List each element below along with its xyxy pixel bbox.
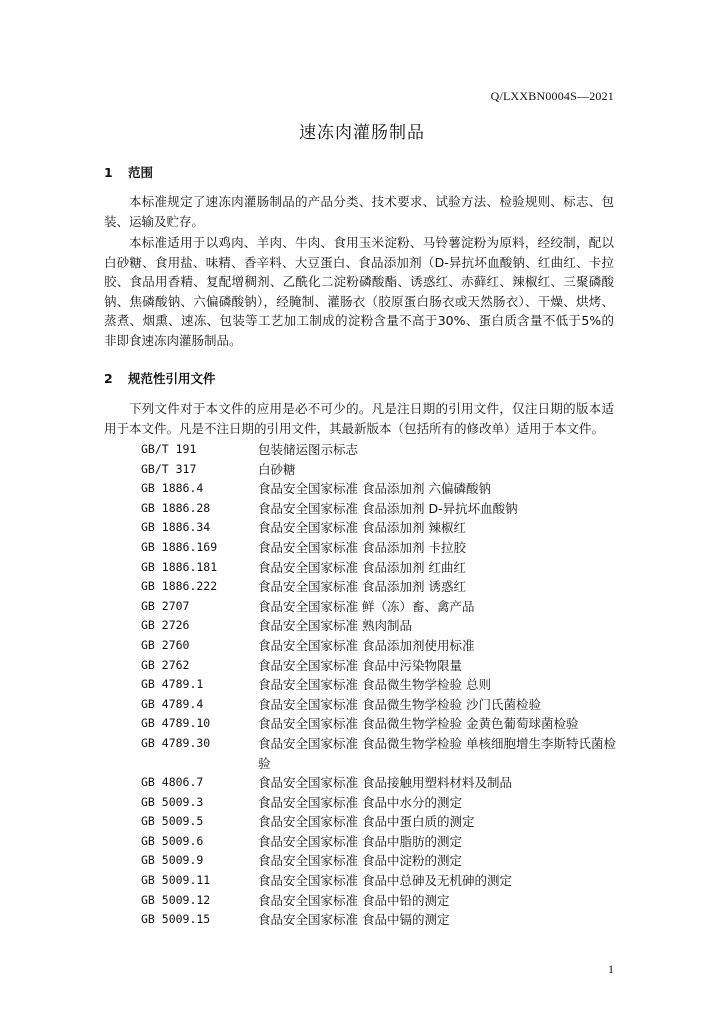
reference-title: 食品安全国家标准 食品微生物学检验 单核细胞增生李斯特氏菌检验: [258, 735, 616, 771]
reference-code: GB 5009.5: [141, 814, 204, 829]
reference-title: 食品安全国家标准 食品添加剂 D-异抗坏血酸钠: [258, 500, 518, 516]
reference-code: GB 4789.4: [141, 696, 204, 711]
reference-title: 食品安全国家标准 鲜（冻）畜、禽产品: [258, 598, 475, 614]
reference-row: [141, 538, 621, 558]
reference-title: 食品安全国家标准 食品中脂肪的测定: [258, 833, 462, 849]
reference-row: [141, 616, 621, 636]
reference-row: [141, 656, 621, 676]
document-title: 速冻肉灌肠制品: [299, 123, 425, 143]
reference-code: GB 1886.222: [141, 579, 218, 594]
section-title: 范围: [128, 165, 154, 180]
reference-code: GB 1886.4: [141, 481, 204, 496]
reference-code: GB 2726: [141, 618, 190, 633]
reference-title: 食品安全国家标准 食品添加剂 六偏磷酸钠: [258, 481, 491, 497]
reference-title: 食品安全国家标准 熟肉制品: [258, 618, 412, 634]
reference-code: GB 1886.169: [141, 539, 218, 554]
reference-row: [141, 812, 621, 832]
reference-code: GB 2762: [141, 657, 190, 672]
reference-code: GB 2707: [141, 598, 190, 613]
section-1-heading: [104, 163, 153, 181]
section-2-heading: [104, 369, 216, 387]
reference-row: [141, 460, 621, 480]
reference-code: GB 4789.1: [141, 677, 204, 692]
references-intro: 下列文件对于本文件的应用是必不可少的。凡是注日期的引用文件，仅注日期的版本适用于本文件。凡是不注日期的引用文件，其最新版本（包括所有的修改单）适用于本文件。: [104, 401, 614, 436]
reference-row: [141, 675, 621, 695]
reference-code: GB/T 191: [141, 442, 197, 456]
reference-title: 食品安全国家标准 食品微生物学检验 金黄色葡萄球菌检验: [258, 716, 579, 732]
reference-code: GB 4789.10: [141, 716, 211, 731]
reference-row: [141, 518, 621, 538]
reference-code: GB 5009.15: [141, 912, 211, 927]
reference-title: 食品安全国家标准 食品中淀粉的测定: [258, 853, 462, 869]
section-title: 规范性引用文件: [128, 371, 216, 386]
reference-row: [141, 597, 621, 617]
scope-paragraph-2: 本标准适用于以鸡肉、羊肉、牛肉、食用玉米淀粉、马铃薯淀粉为原料，经绞制，配以白砂糖、食用盐、味精、香辛料、大豆蛋白、食品添加剂（D-异抗坏血酸钠、红曲红、卡拉胶、食品用香精、复配增稠剂、乙酰化二淀粉磷酸酯、诱惑红、赤藓红、辣椒红、三聚磷酸钠、焦磷酸钠、六偏磷酸钠），经腌制、灌肠衣（胶原蛋白肠衣或天然肠衣）、干燥、烘烤、蒸煮、烟熏、速冻、包装等工艺加工制成的淀粉含量不高于30%、蛋白质含量不低于5%的非即食速冻肉灌肠制品。: [104, 235, 614, 348]
reference-row: [141, 479, 621, 499]
reference-title: 白砂糖: [258, 461, 296, 477]
reference-row: [141, 558, 621, 578]
reference-row: [141, 891, 621, 911]
reference-row: [141, 636, 621, 656]
reference-title: 食品安全国家标准 食品添加剂 诱惑红: [258, 579, 466, 595]
reference-row: [141, 832, 621, 852]
reference-title: 食品安全国家标准 食品微生物学检验 总则: [258, 677, 491, 693]
reference-title: 食品安全国家标准 食品中水分的测定: [258, 794, 462, 810]
reference-row: [141, 577, 621, 597]
reference-row: [141, 440, 621, 460]
reference-code: GB 2760: [141, 637, 190, 652]
reference-code: GB 4806.7: [141, 775, 204, 790]
page-number: 1: [608, 962, 614, 976]
reference-title: 食品安全国家标准 食品中蛋白质的测定: [258, 814, 475, 830]
reference-row: [141, 793, 621, 813]
reference-code: GB/T 317: [141, 461, 197, 476]
reference-code: GB 5009.3: [141, 794, 204, 809]
reference-code: GB 5009.11: [141, 873, 211, 888]
reference-code: GB 1886.28: [141, 500, 211, 515]
scope-paragraph-1: 本标准规定了速冻肉灌肠制品的产品分类、技术要求、试验方法、检验规则、标志、包装、运输及贮存。: [104, 194, 614, 229]
reference-title: 食品安全国家标准 食品添加剂 红曲红: [258, 559, 466, 575]
reference-code: GB 5009.6: [141, 833, 204, 848]
reference-row: [141, 734, 621, 773]
reference-title: 食品安全国家标准 食品中总砷及无机砷的测定: [258, 873, 512, 889]
reference-row: [141, 871, 621, 891]
reference-title: 食品安全国家标准 食品中铅的测定: [258, 892, 450, 908]
reference-title: 食品安全国家标准 食品微生物学检验 沙门氏菌检验: [258, 696, 541, 712]
reference-row: [141, 910, 621, 930]
reference-title: 食品安全国家标准 食品接触用塑料材料及制品: [258, 775, 512, 791]
reference-list: [141, 440, 621, 930]
reference-title: 食品安全国家标准 食品添加剂 辣椒红: [258, 520, 466, 536]
reference-code: GB 5009.12: [141, 892, 211, 907]
reference-code: GB 5009.9: [141, 853, 204, 868]
reference-title: 食品安全国家标准 食品中镉的测定: [258, 912, 450, 928]
reference-title: 包装储运图示标志: [258, 442, 359, 457]
reference-row: [141, 773, 621, 793]
reference-row: [141, 851, 621, 871]
section-number: 2: [104, 371, 113, 386]
reference-title: 食品安全国家标准 食品中污染物限量: [258, 657, 462, 673]
reference-title: 食品安全国家标准 食品添加剂 卡拉胶: [258, 539, 466, 555]
reference-title: 食品安全国家标准 食品添加剂使用标准: [258, 637, 475, 653]
reference-code: GB 4789.30: [141, 735, 211, 750]
reference-row: [141, 714, 621, 734]
standard-code: Q/LXXBN0004S—2021: [490, 89, 614, 103]
section-number: 1: [104, 165, 113, 180]
reference-code: GB 1886.181: [141, 559, 218, 574]
reference-code: GB 1886.34: [141, 520, 211, 535]
reference-row: [141, 499, 621, 519]
reference-row: [141, 695, 621, 715]
